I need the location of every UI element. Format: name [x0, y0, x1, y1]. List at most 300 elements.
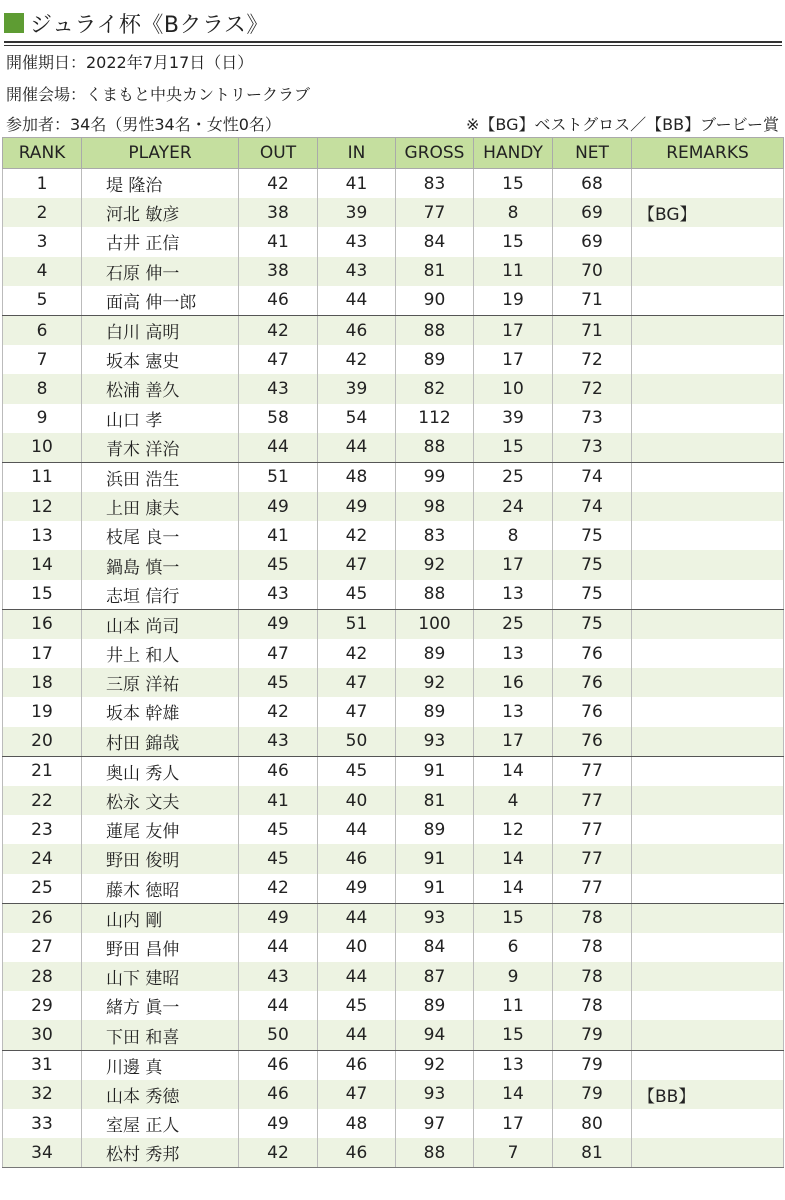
- table-row: [3, 1080, 784, 1109]
- table-row: [3, 815, 784, 844]
- rank-cell: 6: [3, 315, 82, 345]
- out-score-cell: 42: [239, 697, 318, 726]
- handicap-cell: 10: [474, 374, 553, 403]
- rank-cell: 27: [3, 933, 82, 962]
- out-score-cell: 41: [239, 521, 318, 550]
- player-name-cell: 石原 伸一: [82, 257, 239, 286]
- handicap-cell: 14: [474, 1080, 553, 1109]
- gross-score-cell: 89: [396, 639, 474, 668]
- gross-score-cell: 82: [396, 374, 474, 403]
- results-body: [3, 169, 784, 1168]
- gross-score-cell: 100: [396, 609, 474, 639]
- out-score-cell: 50: [239, 1020, 318, 1050]
- in-score-cell: 44: [318, 815, 396, 844]
- in-score-cell: 39: [318, 198, 396, 227]
- gross-score-cell: 89: [396, 345, 474, 374]
- table-row: [3, 580, 784, 610]
- in-score-cell: 41: [318, 169, 396, 199]
- rank-cell: 5: [3, 286, 82, 316]
- table-row: [3, 668, 784, 697]
- table-row: [3, 874, 784, 904]
- handicap-cell: 15: [474, 903, 553, 933]
- out-score-cell: 58: [239, 404, 318, 433]
- remarks-legend: ※【BG】ベストグロス／【BB】ブービー賞: [465, 115, 779, 134]
- handicap-cell: 9: [474, 962, 553, 991]
- out-score-cell: 41: [239, 227, 318, 256]
- gross-score-cell: 88: [396, 315, 474, 345]
- remarks-cell: [632, 756, 784, 786]
- remarks-cell: [632, 580, 784, 610]
- remarks-cell: [632, 286, 784, 316]
- title-divider: [4, 41, 782, 43]
- net-score-cell: 68: [553, 169, 632, 199]
- rank-cell: 8: [3, 374, 82, 403]
- handicap-cell: 7: [474, 1138, 553, 1168]
- remarks-cell: [632, 1020, 784, 1050]
- player-name-cell: 志垣 信行: [82, 580, 239, 610]
- column-header-rank: RANK: [3, 138, 82, 169]
- net-score-cell: 76: [553, 639, 632, 668]
- gross-score-cell: 81: [396, 257, 474, 286]
- in-score-cell: 42: [318, 521, 396, 550]
- gross-score-cell: 84: [396, 933, 474, 962]
- net-score-cell: 78: [553, 962, 632, 991]
- out-score-cell: 47: [239, 639, 318, 668]
- in-score-cell: 47: [318, 697, 396, 726]
- handicap-cell: 39: [474, 404, 553, 433]
- remarks-cell: [632, 815, 784, 844]
- remarks-cell: [632, 433, 784, 463]
- rank-cell: 3: [3, 227, 82, 256]
- gross-score-cell: 92: [396, 1050, 474, 1080]
- rank-cell: 28: [3, 962, 82, 991]
- player-name-cell: 室屋 正人: [82, 1109, 239, 1138]
- table-row: [3, 609, 784, 639]
- column-header-remarks: REMARKS: [632, 138, 784, 169]
- event-venue: 開催会場：くまもと中央カントリークラブ: [6, 85, 311, 104]
- out-score-cell: 44: [239, 433, 318, 463]
- gross-score-cell: 91: [396, 844, 474, 873]
- net-score-cell: 76: [553, 697, 632, 726]
- net-score-cell: 79: [553, 1050, 632, 1080]
- remarks-cell: [632, 874, 784, 904]
- handicap-cell: 14: [474, 874, 553, 904]
- table-row: [3, 1020, 784, 1050]
- player-name-cell: 松村 秀邦: [82, 1138, 239, 1168]
- table-row: [3, 550, 784, 579]
- handicap-cell: 17: [474, 550, 553, 579]
- out-score-cell: 49: [239, 492, 318, 521]
- table-row: [3, 374, 784, 403]
- player-name-cell: 川邊 真: [82, 1050, 239, 1080]
- rank-cell: 33: [3, 1109, 82, 1138]
- column-header-net: NET: [553, 138, 632, 169]
- table-row: [3, 433, 784, 463]
- remarks-cell: [632, 933, 784, 962]
- rank-cell: 2: [3, 198, 82, 227]
- player-name-cell: 山口 孝: [82, 404, 239, 433]
- column-header-out: OUT: [239, 138, 318, 169]
- remarks-cell: [632, 227, 784, 256]
- rank-cell: 18: [3, 668, 82, 697]
- gross-score-cell: 89: [396, 697, 474, 726]
- in-score-cell: 48: [318, 1109, 396, 1138]
- remarks-cell: [632, 668, 784, 697]
- out-score-cell: 43: [239, 374, 318, 403]
- table-row: [3, 756, 784, 786]
- out-score-cell: 42: [239, 315, 318, 345]
- rank-cell: 24: [3, 844, 82, 873]
- table-row: [3, 345, 784, 374]
- results-table: [2, 137, 784, 1168]
- in-score-cell: 45: [318, 580, 396, 610]
- table-row: [3, 286, 784, 316]
- out-score-cell: 42: [239, 874, 318, 904]
- rank-cell: 21: [3, 756, 82, 786]
- remarks-cell: [632, 903, 784, 933]
- table-row: [3, 697, 784, 726]
- net-score-cell: 74: [553, 492, 632, 521]
- gross-score-cell: 92: [396, 668, 474, 697]
- participant-count: 参加者：34名（男性34名・女性0名）: [6, 115, 281, 134]
- in-score-cell: 44: [318, 1020, 396, 1050]
- gross-score-cell: 94: [396, 1020, 474, 1050]
- rank-cell: 30: [3, 1020, 82, 1050]
- out-score-cell: 42: [239, 169, 318, 199]
- net-score-cell: 70: [553, 257, 632, 286]
- out-score-cell: 41: [239, 786, 318, 815]
- in-score-cell: 46: [318, 844, 396, 873]
- player-name-cell: 坂本 憲史: [82, 345, 239, 374]
- remarks-cell: [632, 1050, 784, 1080]
- net-score-cell: 74: [553, 462, 632, 492]
- remarks-cell: [632, 786, 784, 815]
- rank-cell: 25: [3, 874, 82, 904]
- out-score-cell: 43: [239, 580, 318, 610]
- out-score-cell: 42: [239, 1138, 318, 1168]
- gross-score-cell: 93: [396, 903, 474, 933]
- remarks-cell: [632, 550, 784, 579]
- table-row: [3, 521, 784, 550]
- remarks-cell: [632, 492, 784, 521]
- player-name-cell: 蓮尾 友伸: [82, 815, 239, 844]
- handicap-cell: 4: [474, 786, 553, 815]
- out-score-cell: 43: [239, 727, 318, 757]
- gross-score-cell: 90: [396, 286, 474, 316]
- in-score-cell: 44: [318, 433, 396, 463]
- handicap-cell: 6: [474, 933, 553, 962]
- table-row: [3, 315, 784, 345]
- in-score-cell: 42: [318, 639, 396, 668]
- in-score-cell: 43: [318, 227, 396, 256]
- gross-score-cell: 83: [396, 521, 474, 550]
- gross-score-cell: 89: [396, 991, 474, 1020]
- net-score-cell: 73: [553, 404, 632, 433]
- player-name-cell: 堤 隆治: [82, 169, 239, 199]
- rank-cell: 26: [3, 903, 82, 933]
- out-score-cell: 45: [239, 844, 318, 873]
- out-score-cell: 46: [239, 1080, 318, 1109]
- out-score-cell: 49: [239, 609, 318, 639]
- net-score-cell: 73: [553, 433, 632, 463]
- gross-score-cell: 83: [396, 169, 474, 199]
- net-score-cell: 77: [553, 874, 632, 904]
- table-row: [3, 786, 784, 815]
- out-score-cell: 38: [239, 257, 318, 286]
- rank-cell: 9: [3, 404, 82, 433]
- gross-score-cell: 97: [396, 1109, 474, 1138]
- handicap-cell: 11: [474, 257, 553, 286]
- gross-score-cell: 112: [396, 404, 474, 433]
- out-score-cell: 49: [239, 1109, 318, 1138]
- in-score-cell: 39: [318, 374, 396, 403]
- table-row: [3, 844, 784, 873]
- out-score-cell: 51: [239, 462, 318, 492]
- out-score-cell: 45: [239, 815, 318, 844]
- net-score-cell: 71: [553, 315, 632, 345]
- in-score-cell: 40: [318, 933, 396, 962]
- title-bar: [4, 6, 782, 40]
- remarks-cell: [632, 404, 784, 433]
- net-score-cell: 77: [553, 786, 632, 815]
- rank-cell: 23: [3, 815, 82, 844]
- table-row: [3, 962, 784, 991]
- net-score-cell: 71: [553, 286, 632, 316]
- in-score-cell: 45: [318, 756, 396, 786]
- gross-score-cell: 87: [396, 962, 474, 991]
- table-row: [3, 404, 784, 433]
- in-score-cell: 44: [318, 962, 396, 991]
- out-score-cell: 46: [239, 1050, 318, 1080]
- player-name-cell: 山本 尚司: [82, 609, 239, 639]
- in-score-cell: 50: [318, 727, 396, 757]
- handicap-cell: 13: [474, 1050, 553, 1080]
- column-header-gross: GROSS: [396, 138, 474, 169]
- net-score-cell: 75: [553, 550, 632, 579]
- rank-cell: 11: [3, 462, 82, 492]
- player-name-cell: 三原 洋祐: [82, 668, 239, 697]
- net-score-cell: 75: [553, 521, 632, 550]
- out-score-cell: 49: [239, 903, 318, 933]
- net-score-cell: 80: [553, 1109, 632, 1138]
- gross-score-cell: 93: [396, 1080, 474, 1109]
- player-name-cell: 松浦 善久: [82, 374, 239, 403]
- handicap-cell: 25: [474, 609, 553, 639]
- gross-score-cell: 98: [396, 492, 474, 521]
- remarks-cell: [632, 345, 784, 374]
- player-name-cell: 下田 和喜: [82, 1020, 239, 1050]
- handicap-cell: 15: [474, 433, 553, 463]
- rank-cell: 31: [3, 1050, 82, 1080]
- rank-cell: 7: [3, 345, 82, 374]
- player-name-cell: 野田 昌伸: [82, 933, 239, 962]
- player-name-cell: 枝尾 良一: [82, 521, 239, 550]
- player-name-cell: 山本 秀徳: [82, 1080, 239, 1109]
- in-score-cell: 43: [318, 257, 396, 286]
- gross-score-cell: 81: [396, 786, 474, 815]
- table-row: [3, 639, 784, 668]
- in-score-cell: 45: [318, 991, 396, 1020]
- player-name-cell: 白川 高明: [82, 315, 239, 345]
- rank-cell: 1: [3, 169, 82, 199]
- rank-cell: 10: [3, 433, 82, 463]
- table-row: [3, 492, 784, 521]
- player-name-cell: 井上 和人: [82, 639, 239, 668]
- rank-cell: 32: [3, 1080, 82, 1109]
- out-score-cell: 44: [239, 991, 318, 1020]
- rank-cell: 20: [3, 727, 82, 757]
- out-score-cell: 47: [239, 345, 318, 374]
- handicap-cell: 15: [474, 227, 553, 256]
- in-score-cell: 48: [318, 462, 396, 492]
- out-score-cell: 46: [239, 286, 318, 316]
- net-score-cell: 78: [553, 903, 632, 933]
- title-divider-thin: [4, 45, 782, 46]
- out-score-cell: 45: [239, 550, 318, 579]
- handicap-cell: 19: [474, 286, 553, 316]
- handicap-cell: 17: [474, 315, 553, 345]
- out-score-cell: 44: [239, 933, 318, 962]
- remarks-cell: [632, 521, 784, 550]
- gross-score-cell: 77: [396, 198, 474, 227]
- remarks-cell: 【BG】: [632, 198, 784, 227]
- gross-score-cell: 93: [396, 727, 474, 757]
- player-name-cell: 面高 伸一郎: [82, 286, 239, 316]
- player-name-cell: 奥山 秀人: [82, 756, 239, 786]
- remarks-cell: [632, 609, 784, 639]
- remarks-cell: [632, 991, 784, 1020]
- player-name-cell: 青木 洋治: [82, 433, 239, 463]
- player-name-cell: 野田 俊明: [82, 844, 239, 873]
- gross-score-cell: 88: [396, 433, 474, 463]
- column-header-player: PLAYER: [82, 138, 239, 169]
- table-row: [3, 227, 784, 256]
- remarks-cell: [632, 697, 784, 726]
- rank-cell: 4: [3, 257, 82, 286]
- net-score-cell: 78: [553, 991, 632, 1020]
- net-score-cell: 77: [553, 844, 632, 873]
- table-row: [3, 1109, 784, 1138]
- out-score-cell: 46: [239, 756, 318, 786]
- player-name-cell: 浜田 浩生: [82, 462, 239, 492]
- handicap-cell: 13: [474, 697, 553, 726]
- in-score-cell: 42: [318, 345, 396, 374]
- in-score-cell: 46: [318, 315, 396, 345]
- net-score-cell: 72: [553, 345, 632, 374]
- handicap-cell: 17: [474, 345, 553, 374]
- remarks-cell: [632, 639, 784, 668]
- rank-cell: 15: [3, 580, 82, 610]
- handicap-cell: 17: [474, 727, 553, 757]
- player-name-cell: 村田 錦哉: [82, 727, 239, 757]
- player-name-cell: 松永 文夫: [82, 786, 239, 815]
- title-marker-icon: [4, 13, 24, 33]
- net-score-cell: 72: [553, 374, 632, 403]
- rank-cell: 17: [3, 639, 82, 668]
- in-score-cell: 44: [318, 286, 396, 316]
- net-score-cell: 79: [553, 1020, 632, 1050]
- table-row: [3, 903, 784, 933]
- handicap-cell: 13: [474, 639, 553, 668]
- in-score-cell: 54: [318, 404, 396, 433]
- table-row: [3, 257, 784, 286]
- handicap-cell: 17: [474, 1109, 553, 1138]
- gross-score-cell: 91: [396, 756, 474, 786]
- net-score-cell: 77: [553, 815, 632, 844]
- remarks-cell: 【BB】: [632, 1080, 784, 1109]
- net-score-cell: 77: [553, 756, 632, 786]
- in-score-cell: 49: [318, 492, 396, 521]
- remarks-cell: [632, 462, 784, 492]
- player-name-cell: 山下 建昭: [82, 962, 239, 991]
- table-row: [3, 727, 784, 757]
- player-name-cell: 河北 敏彦: [82, 198, 239, 227]
- gross-score-cell: 91: [396, 874, 474, 904]
- rank-cell: 12: [3, 492, 82, 521]
- table-row: [3, 169, 784, 199]
- table-row: [3, 1138, 784, 1168]
- in-score-cell: 40: [318, 786, 396, 815]
- in-score-cell: 44: [318, 903, 396, 933]
- gross-score-cell: 84: [396, 227, 474, 256]
- rank-cell: 16: [3, 609, 82, 639]
- player-name-cell: 藤木 徳昭: [82, 874, 239, 904]
- net-score-cell: 79: [553, 1080, 632, 1109]
- table-row: [3, 198, 784, 227]
- out-score-cell: 38: [239, 198, 318, 227]
- handicap-cell: 14: [474, 844, 553, 873]
- column-header-handy: HANDY: [474, 138, 553, 169]
- gross-score-cell: 88: [396, 1138, 474, 1168]
- rank-cell: 29: [3, 991, 82, 1020]
- table-row: [3, 1050, 784, 1080]
- net-score-cell: 75: [553, 580, 632, 610]
- handicap-cell: 25: [474, 462, 553, 492]
- remarks-cell: [632, 962, 784, 991]
- rank-cell: 22: [3, 786, 82, 815]
- gross-score-cell: 92: [396, 550, 474, 579]
- remarks-cell: [632, 1109, 784, 1138]
- handicap-cell: 12: [474, 815, 553, 844]
- net-score-cell: 76: [553, 668, 632, 697]
- out-score-cell: 43: [239, 962, 318, 991]
- player-name-cell: 鍋島 慎一: [82, 550, 239, 579]
- handicap-cell: 11: [474, 991, 553, 1020]
- rank-cell: 34: [3, 1138, 82, 1168]
- event-date: 開催期日：2022年7月17日（日）: [6, 53, 254, 72]
- handicap-cell: 15: [474, 1020, 553, 1050]
- net-score-cell: 75: [553, 609, 632, 639]
- in-score-cell: 49: [318, 874, 396, 904]
- player-name-cell: 緒方 眞一: [82, 991, 239, 1020]
- handicap-cell: 8: [474, 198, 553, 227]
- remarks-cell: [632, 315, 784, 345]
- net-score-cell: 76: [553, 727, 632, 757]
- table-row: [3, 991, 784, 1020]
- net-score-cell: 78: [553, 933, 632, 962]
- gross-score-cell: 99: [396, 462, 474, 492]
- in-score-cell: 47: [318, 550, 396, 579]
- remarks-cell: [632, 727, 784, 757]
- page-title: ジュライ杯《Bクラス》: [30, 12, 269, 38]
- remarks-cell: [632, 257, 784, 286]
- gross-score-cell: 88: [396, 580, 474, 610]
- out-score-cell: 45: [239, 668, 318, 697]
- handicap-cell: 14: [474, 756, 553, 786]
- net-score-cell: 69: [553, 198, 632, 227]
- in-score-cell: 47: [318, 668, 396, 697]
- table-row: [3, 933, 784, 962]
